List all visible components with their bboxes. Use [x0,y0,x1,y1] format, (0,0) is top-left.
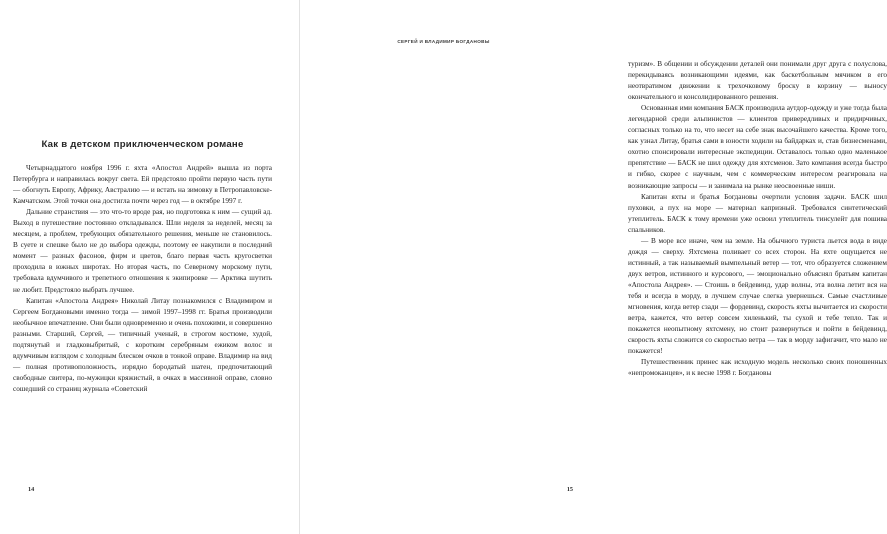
paragraph: Капитан «Апостола Андрея» Николай Литау познакомился с Владимиром и Сергеем Богдановыми именно тогда — зимой 1997–1998 гг. Братья производили необычное впечатление. Они были одновременно и очень похожими, и совершенно разными. Старший, Сергей, — типичный ученый, в строгом костюме, худой, подтянутый и гладковыбритый, с коротким серебряным ежиком волос и вдумчивым взглядом с холодным блеском очков в тонкой оправе. Владимир на вид — полная противоположность, изрядно бородатый шатен, предпочитающий свободные свитера, по-мужицки кряжистый, в очках в массивной оправе, словно сошедший со страниц журнала «Советский [13,296,272,393]
paragraph: Четырнадцатого ноября 1996 г. яхта «Апостол Андрей» вышла из порта Петербурга и направилась вокруг света. Ей предстояло пройти первую часть пути — обогнуть Европу, Африку, Австралию — и встать на зимовку в Петропавловске-Камчатском. Этой точки она достигла почти через год — в октябре 1997 г. [13,164,272,206]
right-page [300,0,887,534]
chapter-title: Как в детском приключенческом романе [41,139,244,150]
paragraph: Путешественник принес как исходную модель несколько своих поношенных «непромоканцев», и к весне 1998 г. Богдановы [628,358,887,378]
paragraph: Основанная ими компания БАСК производила аутдор-одежду и уже тогда была легендарной среди альпинистов — клиентов привередливых и придирчивых, согласных только на то, что несет на себе знак высочайшего качества. Кроме того, как узнал Литау, братья сами в юности ходили на байдарках и, став бизнесменами, охотно спонсировали интересные экспедиции. Оставалось только одно маленькое препятствие — БАСК не шил одежду для яхтсменов. Зато компания всегда быстро и гибко, скорее с научным, чем с коммерческим интересом реагировала на возникающие запросы — и занимала на рынке неосвоенные ниши. [628,104,887,190]
running-head: СЕРГЕЙ И ВЛАДИМИР БОГДАНОВЫ [397,39,490,44]
page-number-right: 15 [566,486,573,493]
paragraph: Капитан яхты и братья Богдановы очертили условия задачи. БАСК шил пуховки, а пух на море — материал капризный. Требовался синтетический утеплитель. БАСК к тому времени уже освоил утеплитель тинсулейт для пошива спальников. [628,192,887,234]
paragraph: туризм». В общении и обсуждении деталей они понимали друг друга с полуслова, перекидываясь возникающими идеями, как баскетбольным мячиком в его неотвратимом движении к трехочковому броску в корзину — выносу окончательного и консолидированного решения. [628,60,887,102]
paragraph: Дальние странствия — это что-то вроде рая, но подготовка к ним — сущий ад. Выход в путешествие постоянно откладывался. Шли неделя за неделей, месяц за месяцем, а проблем, требующих обязательного решения, меньше не становилось. В суете и спешке было не до выбора одежды, поэтому ее накупили в последний момент — разных фасонов, фирм и цветов, благо первая часть кругосветки проходила в южных широтах. Но вторая часть, по Северному морскому пути, требовала вдумчивого и трепетного отношения к экипировке — Арктика шутить не любит. Предстояло выбрать лучшее. [13,208,272,294]
left-page [0,0,300,534]
right-page-body-text [628,59,887,379]
page-number-left: 14 [28,486,35,493]
left-page-body-text [13,163,272,395]
paragraph: — В море все иначе, чем на земле. На обычного туриста льется вода в виде дождя — сверху. Яхтсмена поливает со всех сторон. На яхте ощущается не истинный, а так называемый вымпельный ветер — тот, что образуется сложением двух ветров, истинного и курсового, — эмоционально объяснял братьям капитан «Апостола Андрея». — Стоишь в бейдевинд, удар волны, эта волна летит вся на тебя и всегда в морду, в лучшем случае слегка увернешься. Самые счастливые мгновения, когда ветер сзади — фордевинд, скорость яхты вычитается из скорости ветра, кажется, что ветер совсем хиленький, ты сухой и тебе тепло. Так и покажется неопытному яхтсмену, но стоит развернуться и пойти в бейдевинд, скорость яхты сложится со скоростью ветра — так в морду зафигачит, что мало не покажется! [628,236,887,356]
